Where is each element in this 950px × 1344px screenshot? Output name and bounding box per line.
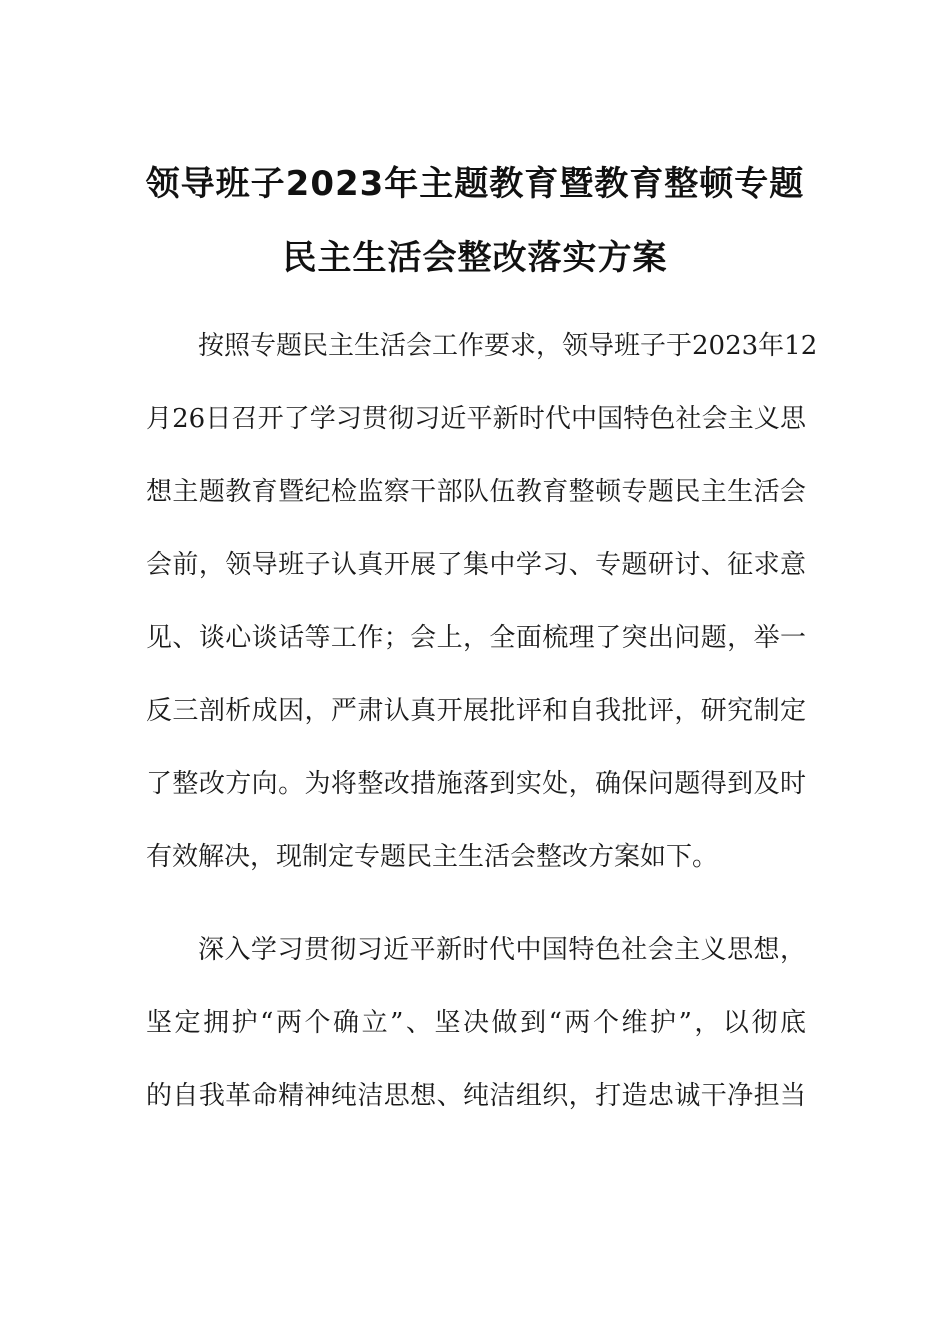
paragraph-1-line-2: 月26日召开了学习贯彻习近平新时代中国特色社会主义思 xyxy=(146,404,806,434)
paragraph-1-line-3: 想主题教育暨纪检监察干部队伍教育整顿专题民主生活会 xyxy=(146,477,806,507)
paragraph-1-line-4: 会前，领导班子认真开展了集中学习、专题研讨、征求意 xyxy=(146,550,806,580)
paragraph-1-line-1: 按照专题民主生活会工作要求，领导班子于2023年12 xyxy=(198,331,818,361)
document-title-line-1: 领导班子2023年主题教育暨教育整顿专题 xyxy=(145,164,805,204)
document-title-line-2: 民主生活会整改落实方案 xyxy=(282,238,668,278)
paragraph-1-line-5: 见、谈心谈话等工作；会上，全面梳理了突出问题，举一 xyxy=(146,623,806,653)
paragraph-1-line-6: 反三剖析成因，严肃认真开展批评和自我批评，研究制定 xyxy=(146,696,806,726)
paragraph-2-line-3: 的自我革命精神纯洁思想、纯洁组织，打造忠诚干净担当 xyxy=(146,1081,806,1111)
paragraph-1-line-7: 了整改方向。为将整改措施落到实处，确保问题得到及时 xyxy=(146,769,806,799)
paragraph-1-line-8: 有效解决，现制定专题民主生活会整改方案如下。 xyxy=(146,842,719,872)
paragraph-2-line-2: 坚定拥护“两个确立”、坚决做到“两个维护”，以彻底 xyxy=(146,1008,806,1038)
paragraph-2-line-1: 深入学习贯彻习近平新时代中国特色社会主义思想， xyxy=(198,935,806,965)
